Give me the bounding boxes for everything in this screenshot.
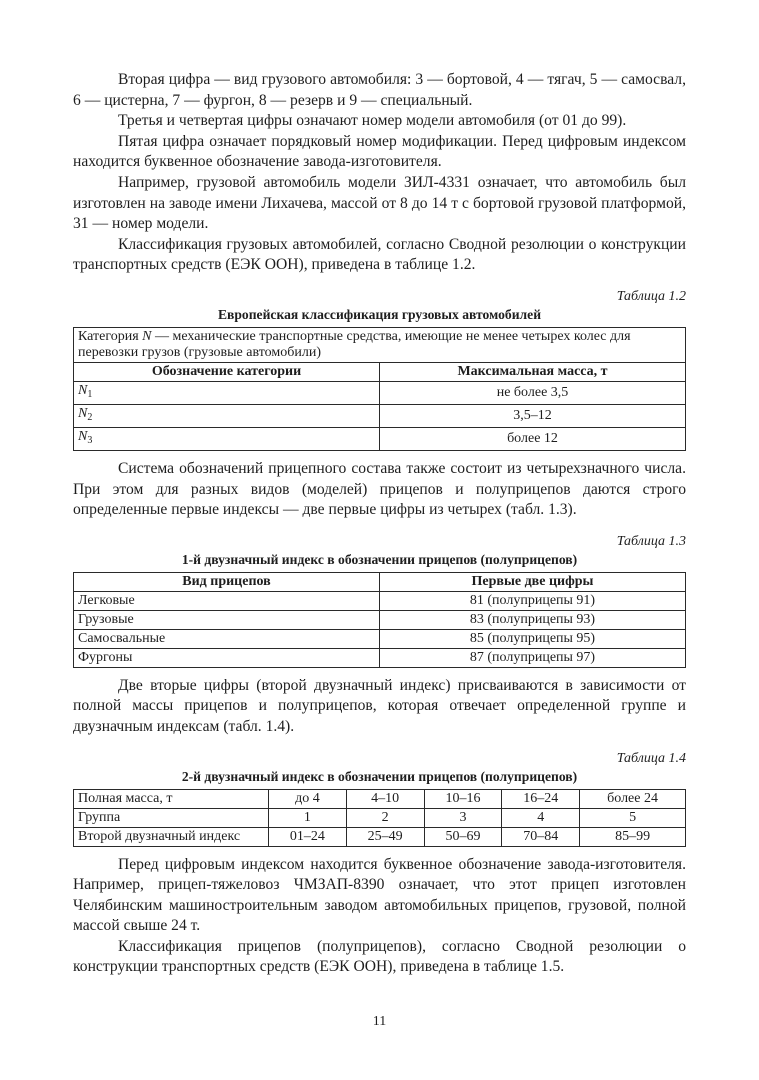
paragraph-zil-example: Например, грузовой автомобиль модели ЗИЛ-4331 означает, что автомобиль был изготовлен на заводе имени Лихачева, массой от 8 до 14 т с бортовой грузовой платформой, 31 — номер модели. xyxy=(73,173,686,233)
table-1-3 xyxy=(73,572,686,668)
mass-cell: более 12 xyxy=(380,427,686,450)
digits-cell: 83 (полуприцепы 93) xyxy=(380,610,686,629)
category-cell xyxy=(74,404,380,427)
mass-cell: не более 3,5 xyxy=(380,381,686,404)
table-row xyxy=(74,427,686,450)
paragraph-truck-type: Вторая цифра — вид грузового автомобиля: 3 — бортовой, 4 — тягач, 5 — самосвал, 6 — цистерна, 7 — фургон, 8 — резерв и 9 — специальный. xyxy=(73,71,686,109)
category-subscript: 2 xyxy=(87,411,93,423)
table-header-row xyxy=(74,362,686,381)
row-label: Полная масса, т xyxy=(74,789,269,808)
column-header: Вид прицепов xyxy=(74,572,380,591)
table-1-4 xyxy=(73,789,686,847)
trailer-type-cell: Фургоны xyxy=(74,648,380,667)
column-header: Максимальная масса, т xyxy=(380,362,686,381)
row-label: Группа xyxy=(74,808,269,827)
table-header-row xyxy=(74,572,686,591)
paragraph-model-number: Третья и четвертая цифры означают номер модели автомобиля (от 01 до 99). xyxy=(118,112,627,130)
index-cell: 01–24 xyxy=(269,827,347,846)
mass-range-cell: более 24 xyxy=(580,789,686,808)
group-cell: 5 xyxy=(580,808,686,827)
category-symbol: N xyxy=(78,428,88,444)
table-row xyxy=(74,610,686,629)
digits-cell: 85 (полуприцепы 95) xyxy=(380,629,686,648)
note-text: — механические транспортные средства, имеющие не менее четырех колес для перевозки грузов (грузовые автомобили) xyxy=(78,328,631,360)
category-symbol: N xyxy=(78,405,88,421)
index-cell: 25–49 xyxy=(346,827,424,846)
paragraph-classification-intro: Классификация грузовых автомобилей, согласно Сводной резолюции о конструкции транспортных средств (ЕЭК ООН), приведена в таблице 1.2. xyxy=(73,235,686,274)
table-1-2 xyxy=(73,327,686,451)
paragraph-trailer-system: Система обозначений прицепного состава также состоит из четырехзначного числа. При этом для разных видов (моделей) прицепов и полуприцепов даются строго определенные первые индексы — две первые цифры из четырех (табл. 1.3). xyxy=(73,459,686,519)
mass-range-cell: 10–16 xyxy=(424,789,502,808)
mass-cell: 3,5–12 xyxy=(380,404,686,427)
table-1-2-title: Европейская классификация грузовых автомобилей xyxy=(217,306,542,322)
table-1-3-number: Таблица 1.3 xyxy=(616,533,686,549)
table-row xyxy=(74,827,686,846)
column-header: Обозначение категории xyxy=(74,362,380,381)
category-cell xyxy=(74,427,380,450)
table-row xyxy=(74,404,686,427)
page-number: 11 xyxy=(372,1014,387,1029)
table-1-4-number: Таблица 1.4 xyxy=(616,750,686,766)
digits-cell: 81 (полуприцепы 91) xyxy=(380,591,686,610)
table-note-row xyxy=(74,327,686,362)
mass-range-cell: 16–24 xyxy=(502,789,580,808)
index-cell: 85–99 xyxy=(580,827,686,846)
row-label: Второй двузначный индекс xyxy=(74,827,269,846)
table-note xyxy=(74,327,686,362)
mass-range-cell: 4–10 xyxy=(346,789,424,808)
group-cell: 4 xyxy=(502,808,580,827)
category-subscript: 1 xyxy=(87,388,93,400)
category-subscript: 3 xyxy=(87,434,93,446)
page-content xyxy=(73,70,686,978)
mass-range-cell: до 4 xyxy=(269,789,347,808)
table-1-2-number: Таблица 1.2 xyxy=(616,288,686,304)
table-row xyxy=(74,648,686,667)
index-cell: 50–69 xyxy=(424,827,502,846)
table-row xyxy=(74,629,686,648)
category-symbol: N xyxy=(78,382,88,398)
table-1-4-title: 2-й двузначный индекс в обозначении прицепов (полуприцепов) xyxy=(181,768,578,784)
group-cell: 3 xyxy=(424,808,502,827)
trailer-type-cell: Грузовые xyxy=(74,610,380,629)
trailer-type-cell: Самосвальные xyxy=(74,629,380,648)
index-cell: 70–84 xyxy=(502,827,580,846)
paragraph-second-index: Две вторые цифры (второй двузначный индекс) присваиваются в зависимости от полной массы прицепов и полуприцепов, которая отвечает определенной группе и двузначным индексам (табл. 1.4). xyxy=(73,676,686,735)
category-cell xyxy=(74,381,380,404)
table-1-3-title: 1-й двузначный индекс в обозначении прицепов (полуприцепов) xyxy=(181,551,578,567)
column-header: Первые две цифры xyxy=(380,572,686,591)
note-prefix: Категория xyxy=(78,328,143,344)
group-cell: 1 xyxy=(269,808,347,827)
table-row xyxy=(74,808,686,827)
digits-cell: 87 (полуприцепы 97) xyxy=(380,648,686,667)
table-row xyxy=(74,381,686,404)
paragraph-trailer-classification: Классификация прицепов (полуприцепов), согласно Сводной резолюции о конструкции транспортных средств (ЕЭК ООН), приведена в таблице 1.5. xyxy=(73,937,686,976)
paragraph-chmzap-example: Перед цифровым индексом находится буквенное обозначение завода-изготовителя. Например, прицеп-тяжеловоз ЧМЗАП-8390 означает, что этот прицеп изготовлен Челябинским машиностроительным заводом автомобильных прицепов, грузовой, полной массой свыше 24 т. xyxy=(73,855,686,935)
table-row xyxy=(74,789,686,808)
paragraph-modification: Пятая цифра означает порядковый номер модификации. Перед цифровым индексом находится буквенное обозначение завода-изготовителя. xyxy=(73,132,686,171)
note-symbol: N xyxy=(142,328,152,344)
trailer-type-cell: Легковые xyxy=(74,591,380,610)
group-cell: 2 xyxy=(346,808,424,827)
table-row xyxy=(74,591,686,610)
